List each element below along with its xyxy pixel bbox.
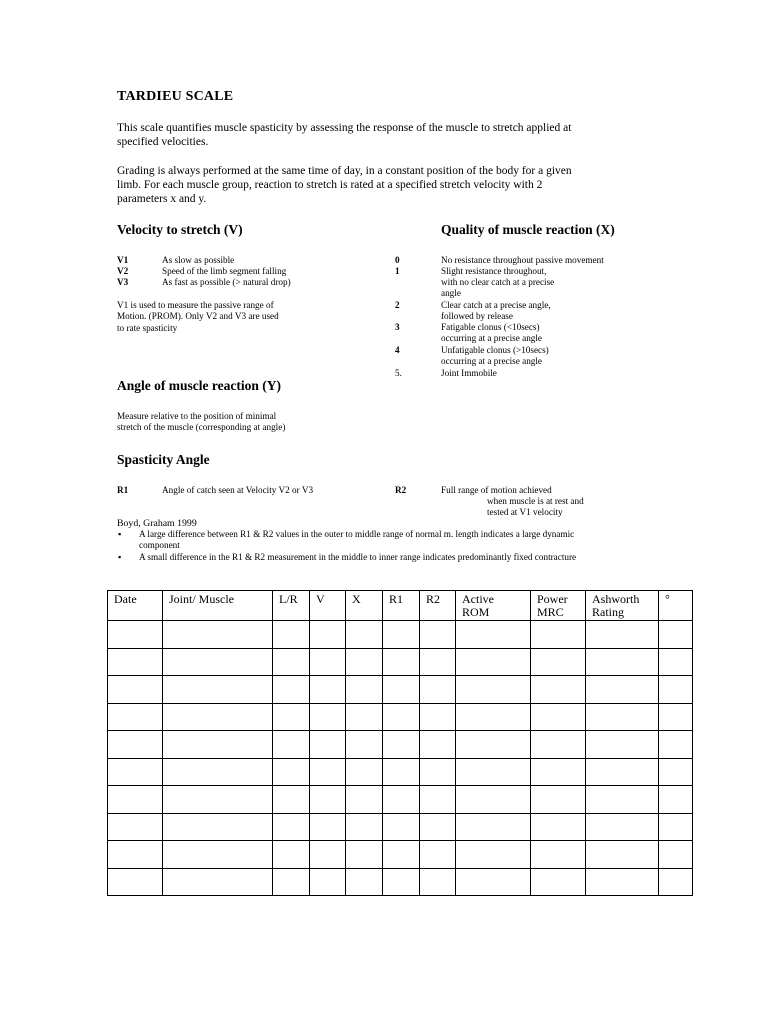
table-cell[interactable] — [163, 868, 273, 896]
table-cell[interactable] — [310, 813, 346, 841]
quality-desc: Joint Immobile — [441, 368, 497, 378]
table-cell[interactable] — [383, 676, 420, 704]
table-cell[interactable] — [310, 676, 346, 704]
table-cell[interactable] — [420, 703, 456, 731]
table-cell[interactable] — [586, 868, 659, 896]
velocity-desc: As fast as possible (> natural drop) — [162, 277, 291, 287]
table-cell[interactable] — [531, 621, 586, 649]
quality-desc: Fatigable clonus (<10secs) — [441, 322, 540, 332]
intro-paragraph — [117, 121, 657, 149]
quality-code: 5. — [395, 368, 402, 378]
velocity-heading: Velocity to stretch (V) — [117, 222, 243, 237]
header-r1: R1 — [383, 591, 420, 621]
table-cell[interactable] — [456, 676, 531, 704]
table-cell[interactable] — [420, 813, 456, 841]
table-cell[interactable] — [346, 758, 383, 786]
table-cell[interactable] — [346, 813, 383, 841]
table-cell[interactable] — [531, 758, 586, 786]
table-cell[interactable] — [108, 621, 163, 649]
table-row — [108, 703, 693, 731]
header-degree: ° — [659, 591, 693, 621]
velocity-note-line: to rate spasticity — [117, 322, 178, 333]
table-cell[interactable] — [531, 676, 586, 704]
table-cell[interactable] — [346, 841, 383, 869]
table-cell[interactable] — [108, 841, 163, 869]
table-cell[interactable] — [659, 758, 693, 786]
velocity-code: V3 — [117, 277, 129, 287]
quality-code: 3 — [395, 322, 400, 332]
r2-text: when muscle is at rest and — [487, 496, 584, 506]
table-cell[interactable] — [383, 731, 420, 759]
velocity-note-line: V1 is used to measure the passive range of — [117, 300, 274, 310]
table-cell[interactable] — [456, 648, 531, 676]
quality-desc: occurring at a precise angle — [441, 333, 543, 343]
velocity-note — [117, 300, 279, 334]
quality-desc: followed by release — [441, 311, 513, 321]
header-joint-muscle: Joint/ Muscle — [163, 591, 273, 621]
table-cell[interactable] — [346, 731, 383, 759]
table-cell[interactable] — [531, 868, 586, 896]
table-cell[interactable] — [163, 841, 273, 869]
table-row — [108, 868, 693, 896]
table-cell[interactable] — [273, 841, 310, 869]
table-cell[interactable] — [420, 758, 456, 786]
quality-code: 0 — [395, 255, 400, 265]
r1-code: R1 — [117, 485, 129, 495]
table-row — [108, 758, 693, 786]
bullet-item — [117, 529, 657, 552]
table-cell[interactable] — [586, 813, 659, 841]
table-row — [108, 676, 693, 704]
header-ashworth-rating: Ashworth Rating — [586, 591, 659, 621]
velocity-note-line: Motion. (PROM). Only V2 and V3 are used — [117, 311, 279, 322]
table-cell[interactable] — [659, 703, 693, 731]
bullet-line: component — [139, 540, 180, 551]
table-cell[interactable] — [163, 703, 273, 731]
page-title: TARDIEU SCALE — [117, 89, 234, 104]
table-row — [108, 841, 693, 869]
grading-line: Grading is always performed at the same time of day, in a constant position of the body for a given — [117, 165, 572, 177]
table-cell[interactable] — [456, 703, 531, 731]
bullet-icon: ▪ — [118, 551, 122, 562]
intro-line: This scale quantifies muscle spasticity by assessing the response of the muscle to stretch applied at — [117, 122, 572, 134]
quality-heading: Quality of muscle reaction (X) — [441, 222, 615, 237]
quality-desc: Unfatigable clonus (>10secs) — [441, 345, 549, 355]
table-cell[interactable] — [310, 621, 346, 649]
table-cell[interactable] — [420, 786, 456, 814]
table-cell[interactable] — [346, 868, 383, 896]
angle-text — [117, 411, 285, 434]
table-cell[interactable] — [310, 731, 346, 759]
table-cell[interactable] — [531, 786, 586, 814]
table-row — [108, 621, 693, 649]
table-cell[interactable] — [531, 841, 586, 869]
table-cell[interactable] — [456, 758, 531, 786]
table-cell[interactable] — [586, 758, 659, 786]
bullet-line: A large difference between R1 & R2 values in the outer to middle range of normal m. length indicates a large dynamic — [139, 529, 575, 539]
table-cell[interactable] — [273, 868, 310, 896]
table-cell[interactable] — [586, 841, 659, 869]
table-body — [108, 621, 693, 896]
table-row — [108, 648, 693, 676]
table-cell[interactable] — [659, 841, 693, 869]
quality-desc: No resistance throughout passive movement — [441, 255, 604, 265]
table-cell[interactable] — [383, 868, 420, 896]
table-cell[interactable] — [273, 621, 310, 649]
quality-code: 4 — [395, 345, 400, 355]
angle-heading: Angle of muscle reaction (Y) — [117, 378, 281, 393]
table-cell[interactable] — [586, 703, 659, 731]
table-cell[interactable] — [420, 621, 456, 649]
table-cell[interactable] — [108, 648, 163, 676]
header-active-rom: Active ROM — [456, 591, 531, 621]
table-cell[interactable] — [456, 786, 531, 814]
table-cell[interactable] — [659, 868, 693, 896]
table-cell[interactable] — [163, 731, 273, 759]
grading-paragraph — [117, 164, 657, 206]
table-cell[interactable] — [108, 758, 163, 786]
table-cell[interactable] — [383, 703, 420, 731]
quality-desc: with no clear catch at a precise — [441, 277, 555, 287]
quality-desc: Slight resistance throughout, — [441, 266, 547, 276]
header-power-mrc: Power MRC — [531, 591, 586, 621]
quality-desc: occurring at a precise angle — [441, 356, 543, 366]
bullet-line: A small difference in the R1 & R2 measurement in the middle to inner range indicates predominantly fixed contracture — [139, 551, 577, 562]
grading-line: parameters x and y. — [117, 193, 207, 205]
table-cell[interactable] — [163, 813, 273, 841]
table-cell[interactable] — [346, 648, 383, 676]
velocity-code: V1 — [117, 255, 129, 265]
table-cell[interactable] — [108, 786, 163, 814]
table-cell[interactable] — [383, 648, 420, 676]
r2-code: R2 — [395, 485, 407, 495]
table-cell[interactable] — [383, 841, 420, 869]
table-cell[interactable] — [310, 868, 346, 896]
table-cell[interactable] — [420, 676, 456, 704]
table-row — [108, 813, 693, 841]
quality-code: 2 — [395, 300, 400, 310]
header-r2: R2 — [420, 591, 456, 621]
angle-text-line: Measure relative to the position of minimal — [117, 411, 277, 421]
grading-line: limb. For each muscle group, reaction to stretch is rated at a specified stretch velocity with 2 — [117, 179, 543, 191]
table-cell[interactable] — [310, 703, 346, 731]
table-cell[interactable] — [346, 621, 383, 649]
table-cell[interactable] — [310, 841, 346, 869]
velocity-desc: As slow as possible — [162, 255, 235, 265]
table-cell[interactable] — [586, 676, 659, 704]
quality-desc: angle — [441, 288, 461, 298]
bullet-list — [117, 529, 657, 563]
bullet-icon: ▪ — [118, 529, 122, 539]
header-x: X — [346, 591, 383, 621]
table-cell[interactable] — [108, 731, 163, 759]
table-header-row — [108, 591, 693, 621]
reference: Boyd, Graham 1999 — [117, 518, 197, 529]
table-cell[interactable] — [456, 731, 531, 759]
table-cell[interactable] — [586, 621, 659, 649]
table-cell[interactable] — [659, 648, 693, 676]
table-cell[interactable] — [346, 703, 383, 731]
table-cell[interactable] — [531, 731, 586, 759]
table-cell[interactable] — [383, 786, 420, 814]
table-row — [108, 786, 693, 814]
table-row — [108, 731, 693, 759]
table-cell[interactable] — [659, 621, 693, 649]
table-cell[interactable] — [346, 786, 383, 814]
table-cell[interactable] — [420, 731, 456, 759]
table-cell[interactable] — [108, 676, 163, 704]
table-cell[interactable] — [163, 648, 273, 676]
table-cell[interactable] — [456, 841, 531, 869]
table-cell[interactable] — [383, 813, 420, 841]
recording-table — [107, 590, 693, 896]
table-cell[interactable] — [163, 621, 273, 649]
table-cell[interactable] — [531, 648, 586, 676]
intro-line: specified velocities. — [117, 136, 209, 148]
table-cell[interactable] — [273, 786, 310, 814]
table-cell[interactable] — [163, 676, 273, 704]
header-date: Date — [108, 591, 163, 621]
table-cell[interactable] — [108, 813, 163, 841]
table-cell[interactable] — [108, 868, 163, 896]
table-cell[interactable] — [310, 786, 346, 814]
table-cell[interactable] — [310, 648, 346, 676]
header-lr: L/R — [273, 591, 310, 621]
table-cell[interactable] — [310, 758, 346, 786]
table-cell[interactable] — [456, 621, 531, 649]
table-cell[interactable] — [420, 868, 456, 896]
table-cell[interactable] — [273, 813, 310, 841]
velocity-code: V2 — [117, 266, 129, 276]
angle-text-line: stretch of the muscle (corresponding at angle) — [117, 422, 286, 433]
table-cell[interactable] — [273, 648, 310, 676]
table-cell[interactable] — [273, 676, 310, 704]
table-cell[interactable] — [659, 676, 693, 704]
r2-text: Full range of motion achieved — [441, 485, 552, 495]
table-cell[interactable] — [659, 731, 693, 759]
r1-text: Angle of catch seen at Velocity V2 or V3 — [162, 485, 314, 495]
table-cell[interactable] — [163, 786, 273, 814]
table-cell[interactable] — [383, 621, 420, 649]
table-cell[interactable] — [586, 731, 659, 759]
table-cell[interactable] — [420, 648, 456, 676]
table-cell[interactable] — [346, 676, 383, 704]
table-cell[interactable] — [273, 758, 310, 786]
table-cell[interactable] — [659, 786, 693, 814]
bullet-item — [117, 552, 657, 563]
table-cell[interactable] — [531, 813, 586, 841]
table-cell[interactable] — [531, 703, 586, 731]
velocity-desc: Speed of the limb segment falling — [162, 266, 287, 276]
table-cell[interactable] — [420, 841, 456, 869]
quality-desc: Clear catch at a precise angle, — [441, 300, 551, 310]
table-cell[interactable] — [456, 813, 531, 841]
spasticity-heading: Spasticity Angle — [117, 452, 210, 467]
header-v: V — [310, 591, 346, 621]
table-cell[interactable] — [456, 868, 531, 896]
table-cell[interactable] — [108, 703, 163, 731]
table-cell[interactable] — [586, 648, 659, 676]
quality-code: 1 — [395, 266, 400, 276]
table-cell[interactable] — [163, 758, 273, 786]
table-cell[interactable] — [586, 786, 659, 814]
r2-text: tested at V1 velocity — [487, 507, 563, 517]
table-cell[interactable] — [273, 703, 310, 731]
table-cell[interactable] — [273, 731, 310, 759]
table-cell[interactable] — [659, 813, 693, 841]
table-cell[interactable] — [383, 758, 420, 786]
